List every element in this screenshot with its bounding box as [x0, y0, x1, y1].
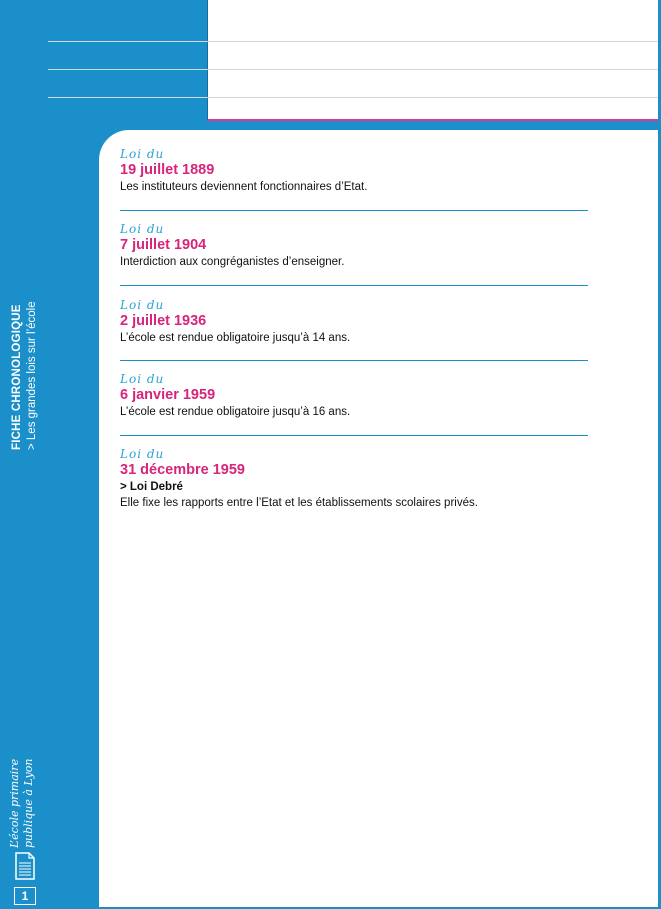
law-date: 2 juillet 1936	[120, 313, 207, 329]
sidebar-title: FICHE CHRONOLOGIQUE	[11, 304, 23, 450]
content-panel	[99, 130, 658, 907]
law-date: 6 janvier 1959	[120, 387, 216, 403]
header-box-rule	[207, 69, 658, 70]
law-entry	[120, 447, 588, 511]
law-subtitle: > Loi Debré	[120, 481, 183, 493]
law-entry	[120, 147, 588, 195]
law-prefix: Loi du	[120, 147, 165, 161]
law-prefix: Loi du	[120, 372, 165, 386]
law-description: Elle fixe les rapports entre l’Etat et les établissements scolaires privés.	[120, 497, 478, 509]
brand-line-2: publique à Lyon	[22, 758, 35, 848]
header-box-rule	[207, 41, 658, 42]
brand-line-1: L’école primaire	[8, 758, 21, 848]
sidebar-title-block	[10, 301, 40, 450]
law-prefix: Loi du	[120, 447, 165, 461]
law-description: L’école est rendue obligatoire jusqu’à 16 ans.	[120, 406, 351, 418]
law-entry	[120, 372, 588, 420]
law-date: 31 décembre 1959	[120, 462, 245, 478]
brand-script	[8, 759, 36, 848]
law-entry	[120, 222, 588, 270]
law-date: 7 juillet 1904	[120, 237, 207, 253]
header-rule	[48, 69, 207, 70]
law-prefix: Loi du	[120, 222, 165, 236]
law-date: 19 juillet 1889	[120, 162, 215, 178]
law-prefix: Loi du	[120, 298, 165, 312]
law-description: Interdiction aux congréganistes d’enseigner.	[120, 256, 345, 268]
header-rule	[48, 97, 207, 98]
law-entry	[120, 298, 588, 346]
page-number: 1	[14, 887, 36, 905]
header-rule	[48, 41, 207, 42]
header-box	[207, 0, 658, 121]
law-description: L’école est rendue obligatoire jusqu’à 14 ans.	[120, 332, 351, 344]
law-description: Les instituteurs deviennent fonctionnaires d’Etat.	[120, 181, 368, 193]
document-icon	[14, 852, 36, 880]
sidebar-subtitle: > Les grandes lois sur l’école	[26, 301, 38, 450]
header-box-rule	[207, 97, 658, 98]
